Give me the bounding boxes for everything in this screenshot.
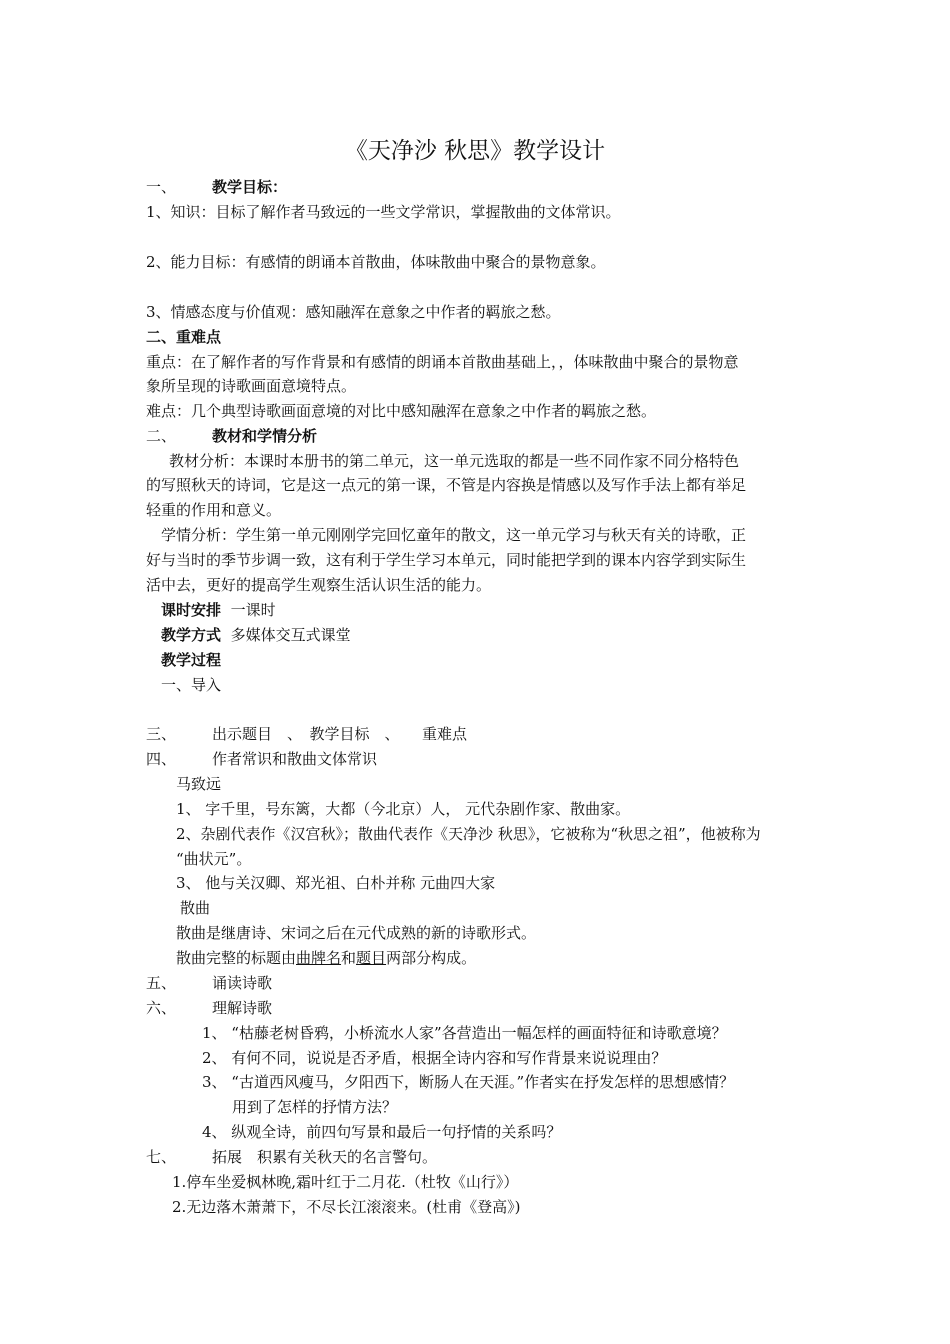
section-five-number: 五、: [146, 974, 177, 992]
student-line-1: 学情分析：学生第一单元刚刚学完回忆童年的散文，这一单元学习与秋天有关的诗歌，正: [161, 526, 747, 544]
hours-label: 课时安排: [161, 601, 222, 619]
material-line-3: 轻重的作用和意义。: [146, 501, 282, 519]
hours-value: 一课时: [230, 601, 276, 619]
section-four: [146, 749, 377, 769]
author-fact-2-line-2: “曲状元”。: [176, 850, 252, 868]
poem-quote-2: 2.无边落木萧萧下，不尽长江滚滚来。(杜甫《登高》): [172, 1198, 521, 1216]
focus-line-1: 重点：在了解作者的写作背景和有感情的朗诵本首散曲基础上，，体味散曲中聚合的景物意: [146, 353, 739, 371]
sanqu-title-part-3: 两部分构成。: [386, 949, 477, 967]
question-4: 4、 纵观全诗，前四句写景和最后一句抒情的关系吗？: [202, 1123, 562, 1141]
goals-heading-text: 教学目标：: [212, 178, 288, 196]
author-fact-3: 3、 他与关汉卿、郑光祖、白朴并称 元曲四大家: [176, 874, 496, 892]
author-fact-2-line-1: 2、杂剧代表作《汉宫秋》；散曲代表作《天净沙 秋思》，它被称为“秋思之祖”，他被称为: [176, 825, 761, 843]
method-value: 多媒体交互式课堂: [230, 626, 351, 644]
question-3-line-1: 3、 “古道西风瘦马，夕阳西下，断肠人在天涯。”作者实在抒发怎样的思想感情？: [202, 1073, 735, 1091]
analysis-heading-text: 教材和学情分析: [212, 427, 318, 445]
goal-knowledge: 1、知识：目标了解作者马致远的一些文学常识，掌握散曲的文体常识。: [146, 203, 621, 221]
sanqu-title-part-1: 散曲完整的标题由: [176, 949, 297, 967]
section-four-text: 作者常识和散曲文体常识: [212, 750, 378, 768]
hours-line: [161, 600, 276, 620]
section-three-text: 出示题目 、 教学目标 、 重难点: [212, 725, 468, 743]
material-line-2: 的写照秋天的诗词，它是这一点元的第一课，不管是内容换是情感以及写作手法上都有举足: [146, 476, 747, 494]
student-line-3: 活中去，更好的提高学生观察生活认识生活的能力。: [146, 576, 492, 594]
sanqu-timu-term: 题目: [356, 949, 387, 967]
focus-line-2: 象所呈现的诗歌画面意境特点。: [146, 377, 357, 395]
student-line-2: 好与当时的季节步调一致，这有利于学生学习本单元，同时能把学到的课本内容学到实际生: [146, 551, 747, 569]
process-label: 教学过程: [161, 651, 222, 669]
section-five: [146, 973, 272, 993]
author-fact-1: 1、 字千里，号东篱，大都（今北京）人， 元代杂剧作家、散曲家。: [176, 800, 631, 818]
section-six-text: 理解诗歌: [212, 999, 273, 1017]
section-four-number: 四、: [146, 750, 177, 768]
difficulty-line: 难点：几个典型诗歌画面意境的对比中感知融浑在意象之中作者的羁旅之愁。: [146, 402, 657, 420]
goal-ability: 2、能力目标：有感情的朗诵本首散曲，体味散曲中聚合的景物意象。: [146, 253, 606, 271]
section-six-number: 六、: [146, 999, 177, 1017]
section-seven-text: 拓展 积累有关秋天的名言警句。: [212, 1148, 438, 1166]
question-3-line-2: 用到了怎样的抒情方法？: [232, 1098, 398, 1116]
sanqu-heading: 散曲: [180, 899, 211, 917]
keypoints-heading: 二、重难点: [146, 328, 222, 346]
page-title: 《天净沙 秋思》教学设计: [344, 138, 606, 164]
section-three-number: 三、: [146, 725, 177, 743]
material-line-1: 教材分析：本课时本册书的第二单元，这一单元选取的都是一些不同作家不同分格特色: [169, 452, 740, 470]
author-name: 马致远: [176, 775, 222, 793]
analysis-number: 二、: [146, 427, 177, 445]
method-line: [161, 625, 351, 645]
sanqu-definition: 散曲是继唐诗、宋词之后在元代成熟的新的诗歌形式。: [176, 924, 537, 942]
goals-heading: [146, 177, 287, 197]
sanqu-qupai-term: 曲牌名: [296, 949, 342, 967]
section-seven-number: 七、: [146, 1148, 177, 1166]
section-seven: [146, 1147, 437, 1167]
sanqu-title-part-2: 和: [341, 949, 357, 967]
goals-number: 一、: [146, 178, 177, 196]
section-three: [146, 724, 467, 744]
intro-line: 一、导入: [161, 676, 222, 694]
goal-emotion: 3、情感态度与价值观：感知融浑在意象之中作者的羁旅之愁。: [146, 303, 561, 321]
analysis-heading: [146, 426, 317, 446]
sanqu-title-line: [176, 948, 476, 968]
question-1: 1、 “枯藤老树昏鸦，小桥流水人家”各营造出一幅怎样的画面特征和诗歌意境？: [202, 1024, 727, 1042]
poem-quote-1: 1.停车坐爱枫林晚,霜叶红于二月花.（杜牧《山行》）: [172, 1173, 519, 1191]
section-five-text: 诵读诗歌: [212, 974, 273, 992]
question-2: 2、 有何不同，说说是否矛盾，根据全诗内容和写作背景来说说理由？: [202, 1049, 667, 1067]
section-six: [146, 998, 272, 1018]
method-label: 教学方式: [161, 626, 222, 644]
